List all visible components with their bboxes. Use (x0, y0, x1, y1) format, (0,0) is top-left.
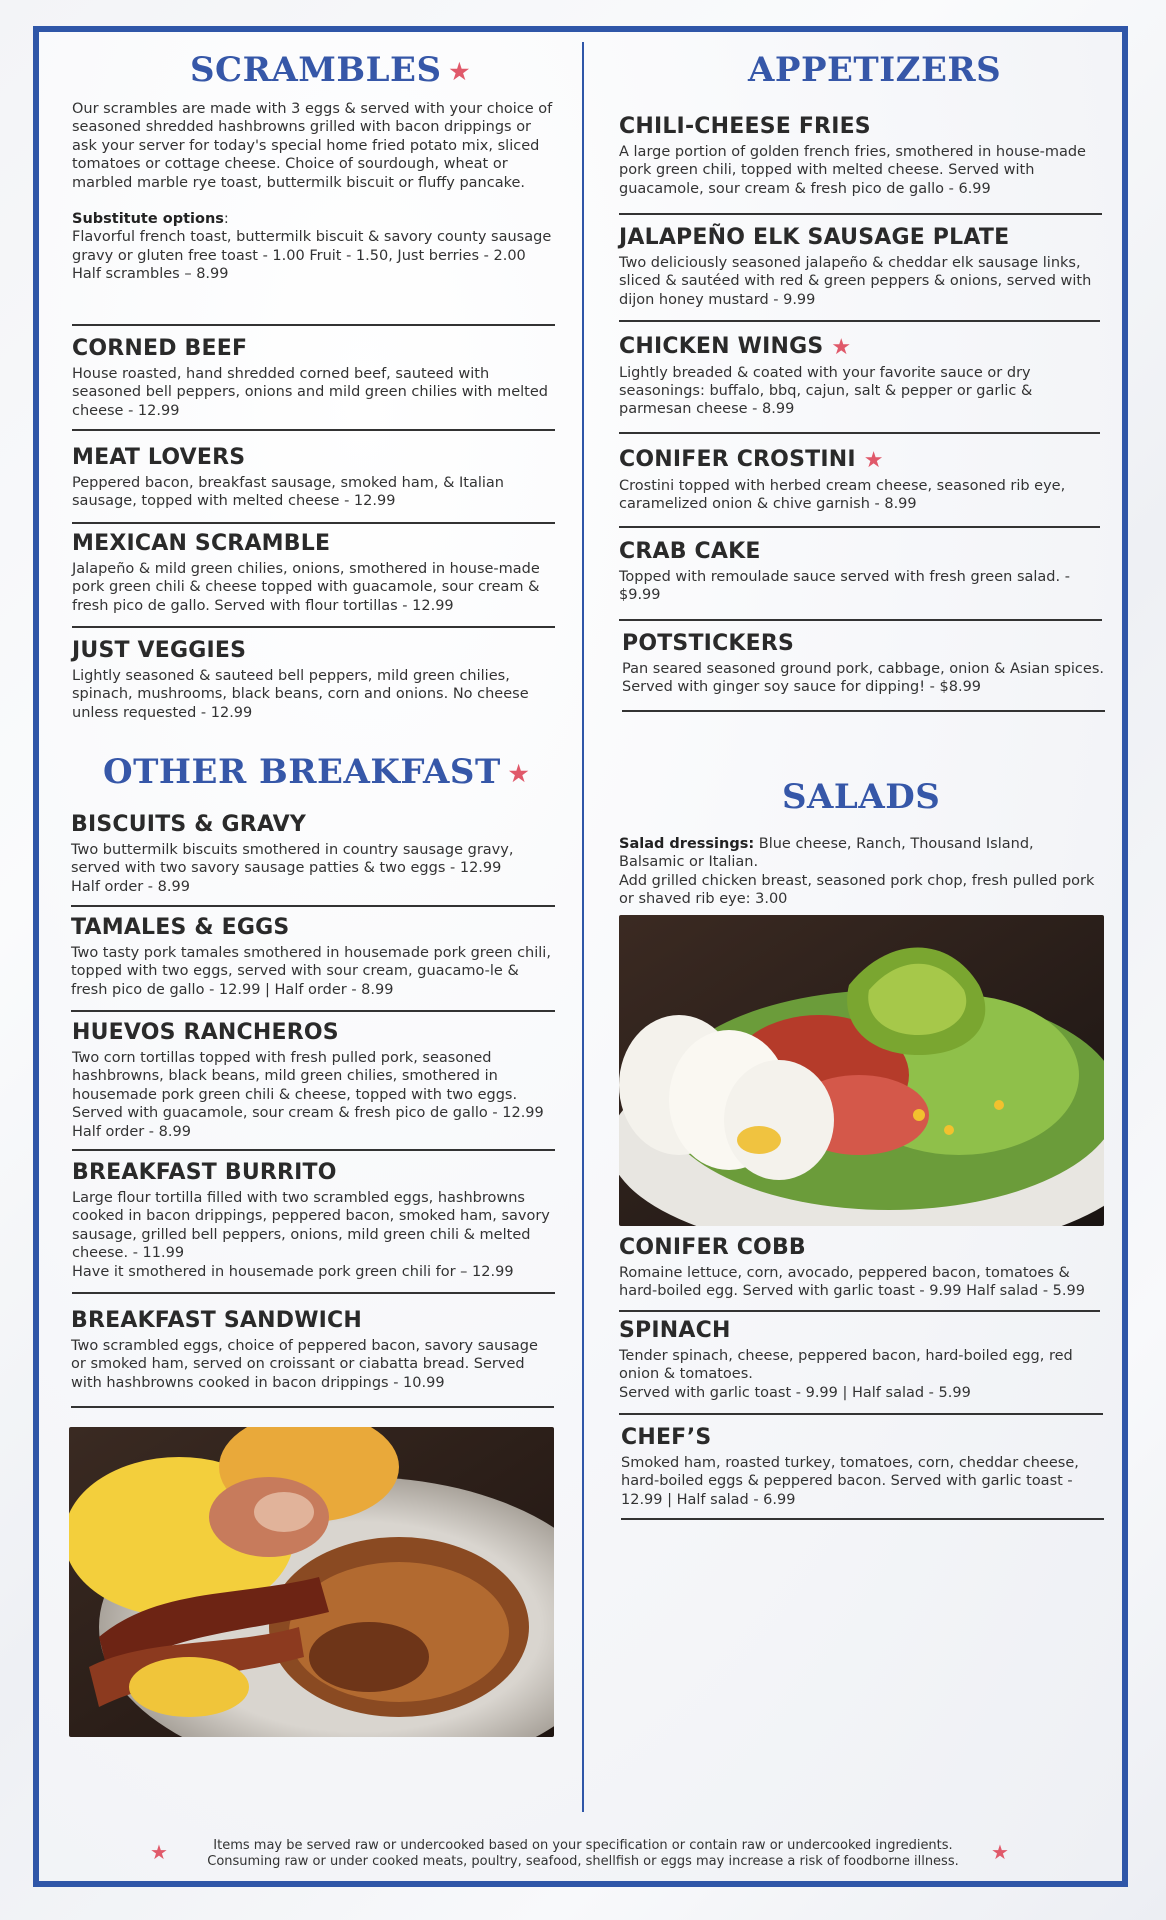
divider-rule (619, 1310, 1100, 1312)
menu-item-breakfast-sandwich: BREAKFAST SANDWICH Two scrambled eggs, choice of peppered bacon, savory sausage or smoked ham, served on croissant or ciabatta bread. Served with hashbrowns cooked in bacon drippings - 10.99 (71, 1308, 538, 1391)
other-breakfast-title: OTHER BREAKFAST ★ (103, 752, 530, 792)
menu-item-huevos-rancheros: HUEVOS RANCHEROS Two corn tortillas topped with fresh pulled pork, seasoned hashbrowns, black beans, mild green chilies, smothered in housemade pork green chili & cheese, topped with two eggs. Served with guacamole, sour cream & fresh pico de gallo - 12.99 Half order - 8.99 (72, 1020, 544, 1140)
menu-item-meat-lovers: MEAT LOVERS Peppered bacon, breakfast sausage, smoked ham, & Italian sausage, topped with melted cheese - 12.99 (72, 445, 504, 510)
appetizers-title: APPETIZERS (748, 50, 1002, 90)
divider-rule (619, 320, 1100, 322)
menu-item-spinach: SPINACH Tender spinach, cheese, peppered bacon, hard-boiled egg, red onion & tomatoes. Served with garlic toast - 9.99 | Half salad - 5.99 (619, 1318, 1073, 1401)
menu-item-just-veggies: JUST VEGGIES Lightly seasoned & sauteed bell peppers, mild green chilies, spinach, mushrooms, black beans, corn and onions. No cheese unless requested - 12.99 (72, 638, 529, 721)
divider-rule (72, 1292, 555, 1294)
star-icon: ★ (991, 1840, 1009, 1864)
divider-rule (72, 626, 555, 628)
scrambles-intro: Our scrambles are made with 3 eggs & served with your choice of seasoned shredded hashbrowns grilled with bacon drippings or ask your server for today's special home fried potato mix, sliced tomatoes or cottage cheese. Choice of sourdough, wheat or marbled marble rye toast, buttermilk biscuit or fluffy pancake. Substitute options: Flavorful french toast, buttermilk biscuit & savory county sausage gravy or gluten free toast - 1.00 Fruit - 1.50, Just berries - 2.00 Half scrambles – 8.99 (72, 101, 553, 283)
star-icon: ★ (150, 1840, 168, 1864)
star-icon: ★ (449, 59, 470, 85)
divider-rule (71, 1406, 554, 1408)
divider-rule (71, 1010, 555, 1012)
divider-rule (622, 710, 1105, 712)
menu-item-chicken-wings: CHICKEN WINGS ★ Lightly breaded & coated with your favorite sauce or dry seasonings: buffalo, bbq, cajun, salt & pepper or garlic & parmesan cheese - 8.99 (619, 334, 1033, 418)
star-icon: ★ (508, 761, 530, 787)
menu-item-chili-cheese-fries: CHILI-CHEESE FRIES A large portion of golden french fries, smothered in house-made pork green chili, topped with melted cheese. Served with guacamole, sour cream & fresh pico de gallo - 6.99 (619, 114, 1086, 197)
food-safety-disclaimer: Items may be served raw or undercooked based on your specification or contain raw or undercooked ingredients. Consuming raw or under cooked meats, poultry, seafood, shellfish or eggs may increase a risk of foodborne illness. (207, 1838, 959, 1869)
menu-item-mexican-scramble: MEXICAN SCRAMBLE Jalapeño & mild green chilies, onions, smothered in house-made pork green chili & cheese topped with guacamole, sour cream & fresh pico de gallo. Served with flour tortillas - 12.99 (72, 531, 540, 614)
salad-dressings-info: Salad dressings: Blue cheese, Ranch, Thousand Island, Balsamic or Italian. Add grilled chicken breast, seasoned pork chop, fresh pulled pork or shaved rib eye: 3.00 (619, 836, 1095, 908)
menu-item-conifer-cobb: CONIFER COBB Romaine lettuce, corn, avocado, peppered bacon, tomatoes & hard-boiled egg. Served with garlic toast - 9.99 Half salad - 5.99 (619, 1235, 1085, 1300)
divider-rule (72, 429, 555, 431)
divider-rule (619, 619, 1102, 621)
divider-rule (72, 1149, 555, 1151)
menu-item-tamales-eggs: TAMALES & EGGS Two tasty pork tamales smothered in housemade pork green chili, topped with two eggs, served with sour cream, guacamo-le & fresh pico de gallo - 12.99 | Half order - 8.99 (71, 915, 551, 998)
menu-item-crab-cake: CRAB CAKE Topped with remoulade sauce served with fresh green salad. - $9.99 (619, 539, 1070, 604)
menu-item-breakfast-burrito: BREAKFAST BURRITO Large flour tortilla filled with two scrambled eggs, hashbrowns cooked in bacon drippings, peppered bacon, smoked ham, savory sausage, grilled bell peppers, onions, mild green chili & melted cheese. - 11.99 Have it smothered in housemade pork green chili for – 12.99 (72, 1160, 550, 1280)
divider-rule (619, 213, 1102, 215)
menu-item-biscuits-gravy: BISCUITS & GRAVY Two buttermilk biscuits smothered in country sausage gravy, served with two savory sausage patties & two eggs - 12.99 Half order - 8.99 (71, 812, 514, 895)
divider-rule (621, 1518, 1104, 1520)
menu-item-potstickers: POTSTICKERS Pan seared seasoned ground pork, cabbage, onion & Asian spices. Served with ginger soy sauce for dipping! - $8.99 (622, 631, 1104, 696)
menu-item-conifer-crostini: CONIFER CROSTINI ★ Crostini topped with herbed cream cheese, seasoned rib eye, caramelized onion & chive garnish - 8.99 (619, 447, 1066, 512)
divider-rule (72, 324, 555, 326)
column-divider (582, 42, 584, 1812)
cobb-salad-photo (619, 915, 1104, 1226)
divider-rule (619, 526, 1100, 528)
salads-title: SALADS (782, 777, 941, 817)
menu-item-chefs: CHEF’S Smoked ham, roasted turkey, tomatoes, corn, cheddar cheese, hard-boiled eggs & peppered bacon. Served with garlic toast - 12.99 | Half salad - 6.99 (621, 1425, 1079, 1508)
star-icon: ★ (831, 334, 852, 360)
star-icon: ★ (863, 447, 884, 473)
menu-item-elk-sausage-plate: JALAPEÑO ELK SAUSAGE PLATE Two deliciously seasoned jalapeño & cheddar elk sausage links, sliced & sautéed with red & green peppers & onions, served with dijon honey mustard - 9.99 (619, 225, 1092, 308)
divider-rule (619, 432, 1100, 434)
menu-item-corned-beef: CORNED BEEF House roasted, hand shredded corned beef, sauteed with seasoned bell peppers, onions and mild green chilies with melted cheese - 12.99 (72, 336, 548, 419)
divider-rule (71, 905, 555, 907)
divider-rule (619, 1413, 1103, 1415)
divider-rule (72, 522, 555, 524)
breakfast-sandwich-photo (69, 1427, 554, 1737)
scrambles-title: SCRAMBLES ★ (190, 50, 470, 90)
